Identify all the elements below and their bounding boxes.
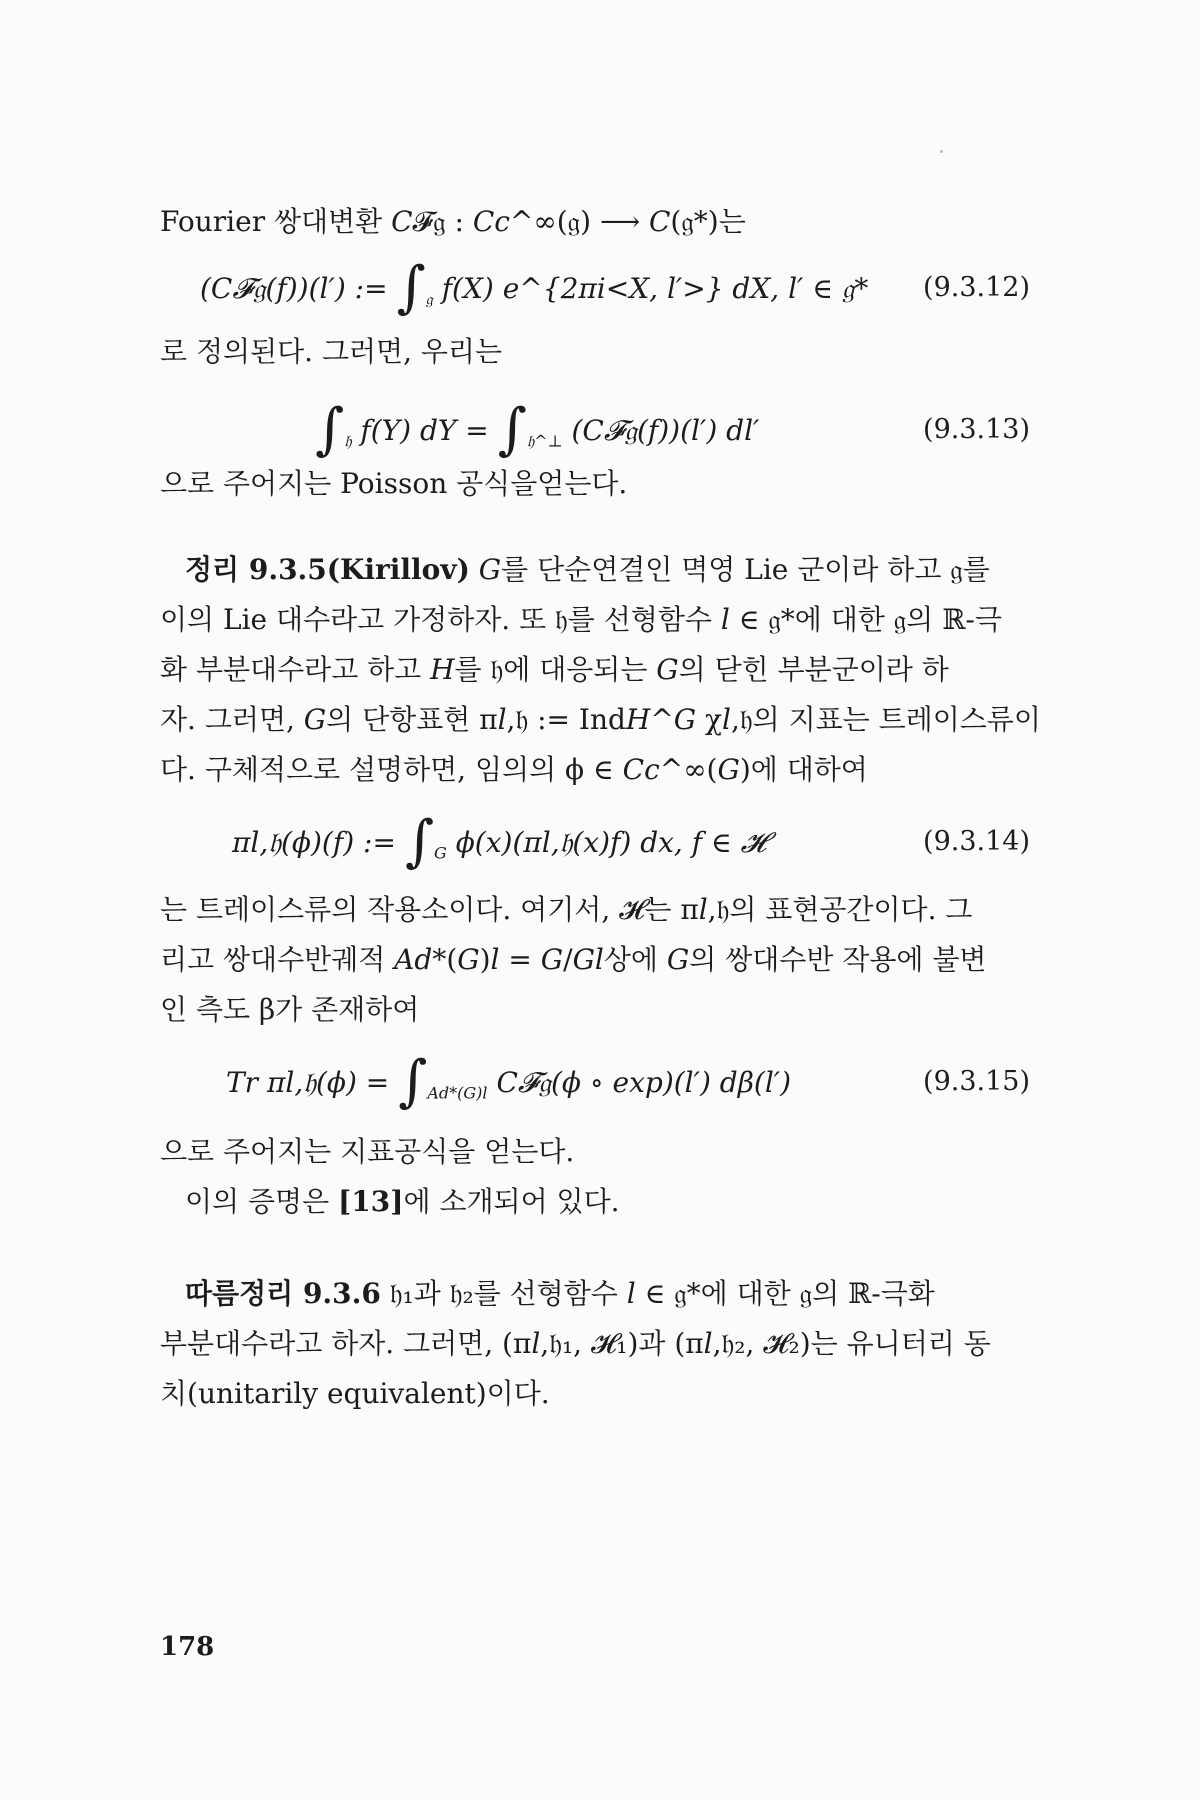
text-line: 으로 주어지는 지표공식을 얻는다.	[160, 1135, 575, 1168]
equation-rhs: 𝐶𝓕𝔤(ϕ ∘ exp)(𝑙′) 𝑑β(𝑙′)	[496, 1066, 792, 1099]
text-line: 리고 쌍대수반궤적 𝐴𝑑*(𝐺)𝑙 = 𝐺/𝐺𝑙상에 𝐺의 쌍대수반 작용에 불변	[160, 943, 987, 976]
text-line: Fourier 쌍대변환 𝐶𝓕𝔤 : 𝐶𝑐^∞(𝔤) ⟶ 𝐶(𝔤*)는	[160, 205, 746, 238]
corollary-text: 𝔥₁과 𝔥₂를 선형함수 𝑙 ∈ 𝔤*에 대한 𝔤의 ℝ-극화	[389, 1277, 935, 1310]
equation-number: (9.3.14)	[923, 826, 1030, 857]
equation-rhs: 𝑓(𝑋) 𝑒^{2πi<X, l′>} 𝑑𝑋, 𝑙′ ∈ 𝔤*	[441, 272, 869, 305]
proof-text: 이의 증명은	[185, 1185, 339, 1218]
theorem-text: 𝐺를 단순연결인 멱영 Lie 군이라 하고 𝔤를	[478, 553, 990, 586]
equation-lhs: (𝐶𝓕𝔤(𝑓))(𝑙′) :=	[200, 272, 388, 305]
equation-middle: 𝑓(𝑌) 𝑑𝑌 =	[360, 414, 489, 447]
equation-lhs: π𝑙,𝔥(ϕ)(𝑓) :=	[232, 826, 396, 859]
text-line: 인 측도 β가 존재하여	[160, 993, 420, 1026]
text-line: 는 트레이스류의 작용소이다. 여기서, 𝓗는 π𝑙,𝔥의 표현공간이다. 그	[160, 893, 973, 926]
equation-number: (9.3.15)	[923, 1066, 1030, 1097]
equation-number: (9.3.13)	[923, 414, 1030, 445]
proof-line	[185, 1184, 620, 1220]
corollary-label: 따름정리 9.3.6	[185, 1277, 381, 1310]
integral-sign: ∫	[396, 255, 426, 320]
integral-domain: 𝐴𝑑*(𝐺)𝑙	[427, 1083, 488, 1103]
integral-domain: 𝔥	[344, 431, 352, 451]
equation-9-3-15	[226, 1049, 792, 1114]
equation-9-3-12	[200, 255, 869, 320]
equation-number: (9.3.12)	[923, 272, 1030, 303]
speck	[940, 150, 943, 153]
equation-9-3-13	[315, 397, 760, 462]
text-line: 부분대수라고 하자. 그러면, (π𝑙,𝔥₁, 𝓗₁)과 (π𝑙,𝔥₂, 𝓗₂)는 유니터리 동	[160, 1327, 991, 1360]
text-line: 으로 주어지는 Poisson 공식을얻는다.	[160, 467, 628, 500]
text-line: 화 부분대수라고 하고 𝐻를 𝔥에 대응되는 𝐺의 닫힌 부분군이라 하	[160, 653, 949, 686]
page-number: 178	[160, 1632, 215, 1662]
text-line: 로 정의된다. 그러면, 우리는	[160, 335, 503, 368]
integral-sign: ∫	[404, 809, 435, 874]
reference-link: [13]	[338, 1185, 404, 1218]
text-line: 치(unitarily equivalent)이다.	[160, 1377, 550, 1410]
integral-sign: ∫	[315, 397, 345, 462]
text-line: 이의 Lie 대수라고 가정하자. 또 𝔥를 선형함수 𝑙 ∈ 𝔤*에 대한 𝔤의 ℝ-극	[160, 603, 1002, 636]
integral-domain: 𝔤	[425, 289, 433, 309]
integral-domain: 𝔥^⊥	[526, 431, 563, 451]
equation-lhs: 𝑇𝑟 π𝑙,𝔥(ϕ) =	[226, 1066, 390, 1099]
corollary-heading	[185, 1276, 935, 1312]
equation-rhs: ϕ(𝑥)(π𝑙,𝔥(𝑥)𝑓) 𝑑𝑥, 𝑓 ∈ 𝓗	[455, 826, 766, 859]
equation-9-3-14	[232, 809, 766, 874]
text-line: 자. 그러면, 𝐺의 단항표현 π𝑙,𝔥 := Ind𝐻^𝐺 χ𝑙,𝔥의 지표는 트레이스류이	[160, 703, 1041, 736]
theorem-label: 정리 9.3.5(Kirillov)	[185, 553, 470, 586]
integral-domain: 𝐺	[434, 843, 447, 863]
equation-rhs: (𝐶𝓕𝔤(𝑓))(𝑙′) 𝑑𝑙′	[571, 414, 760, 447]
text-line: 다. 구체적으로 설명하면, 임의의 ϕ ∈ 𝐶𝑐^∞(𝐺)에 대하여	[160, 753, 868, 786]
integral-sign: ∫	[497, 397, 527, 462]
theorem-heading	[185, 552, 990, 588]
integral-sign: ∫	[398, 1049, 428, 1114]
proof-text: 에 소개되어 있다.	[403, 1185, 620, 1218]
